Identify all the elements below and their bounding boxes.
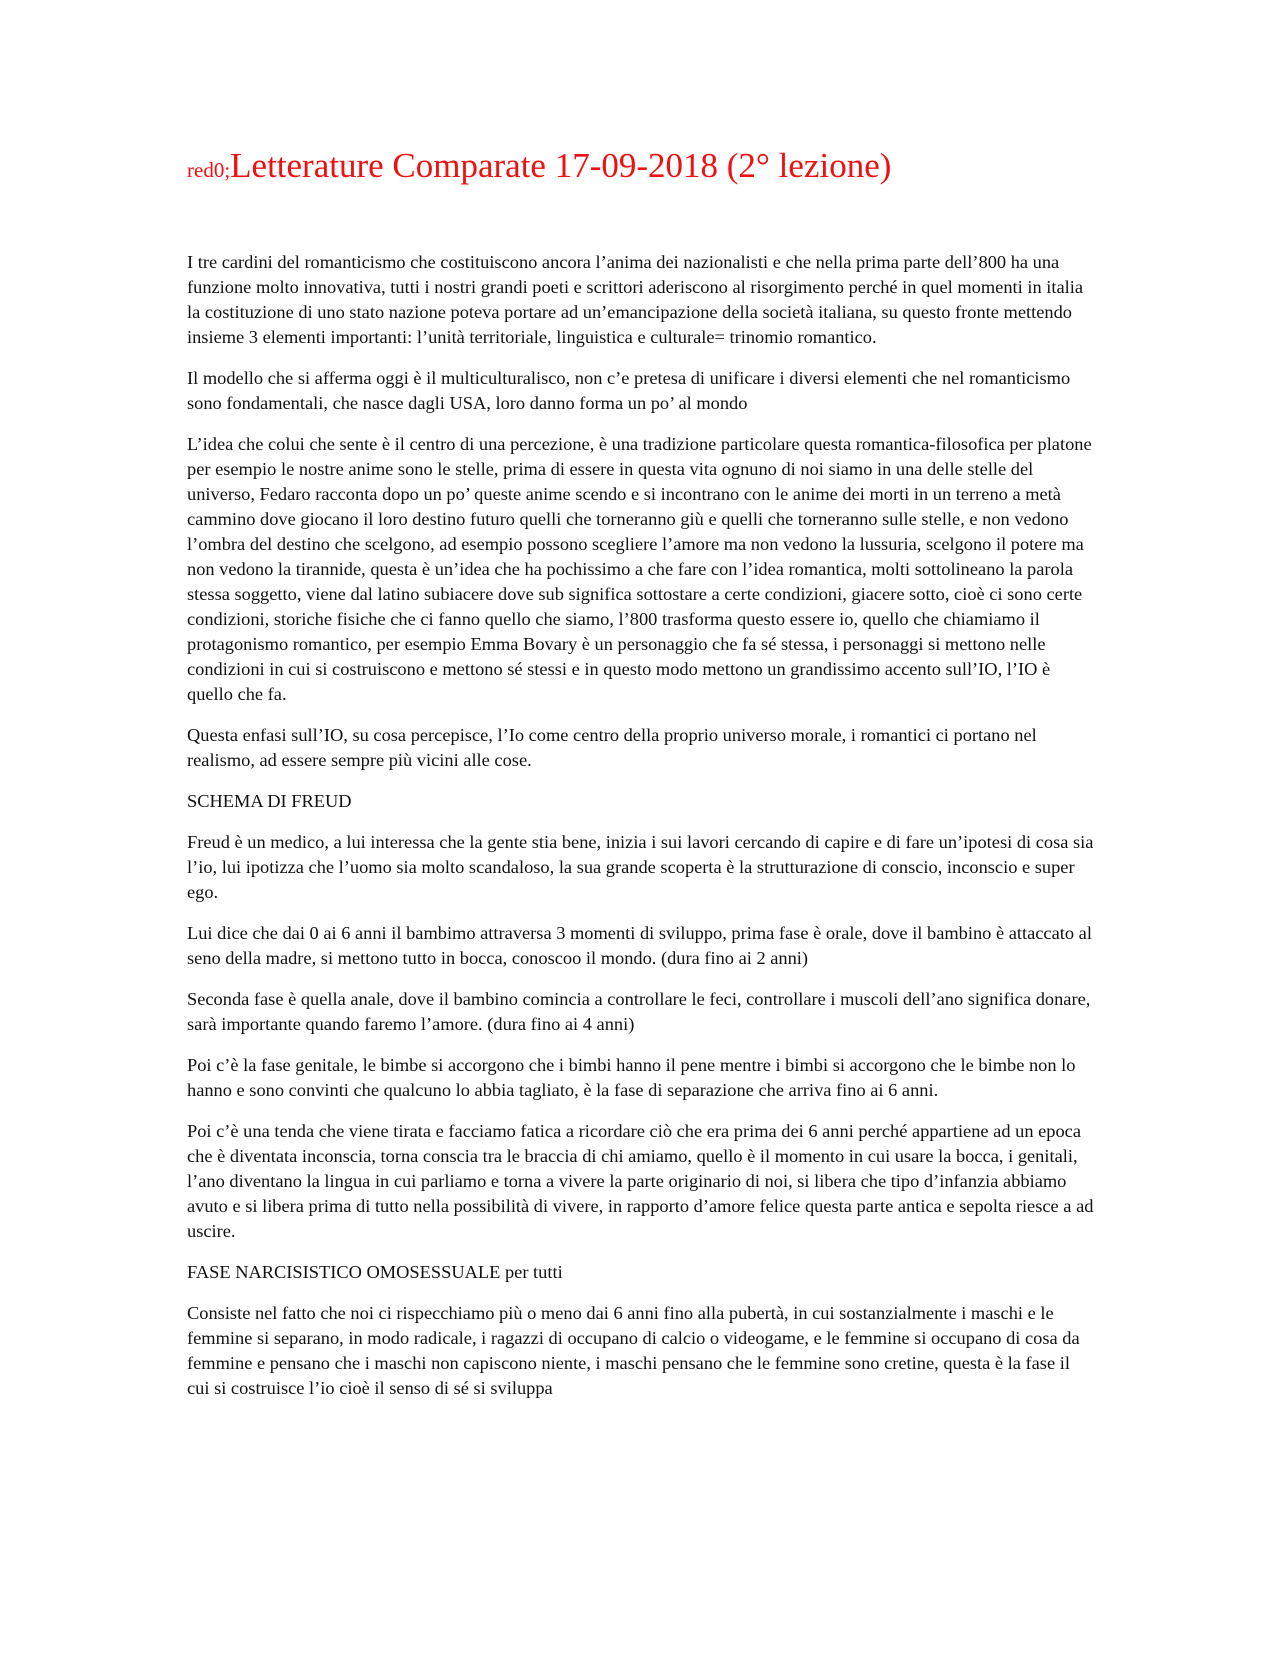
section-heading-freud: SCHEMA DI FREUD: [187, 791, 352, 811]
paragraph-4: Questa enfasi sull’IO, su cosa percepisce, l’Io come centro della proprio universo morale, i romantici ci portano nel realismo, ad essere sempre più vicini alle cose.: [187, 725, 1037, 770]
paragraph-3: L’idea che colui che sente è il centro di una percezione, è una tradizione particolare questa romantica-filosofica per platone per esempio le nostre anime sono le stelle, prima di essere in questa vita ognuno di noi siamo in una delle stelle del universo, Fedaro racconta dopo un po’ queste anime scendo e si incontrano con le anime dei morti in un terreno a metà cammino dove giocano il loro destino futuro quelli che torneranno giù e quelli che torneranno sulle stelle, e non vedono l’ombra del destino che scelgono, ad esempio possono scegliere l’amore ma non vedono la lussuria, scelgono il potere ma non vedono la tirannide, questa è un’idea che ha pochissimo a che fare con l’idea romantica, molti sottolineano la parola stessa soggetto, viene dal latino subiacere dove sub significa sottostare a certe condizioni, giacere sotto, cioè ci sono certe condizioni, storiche fisiche che ci fanno quello che siamo, l’800 trasforma questo essere io, quello che chiamiamo il protagonismo romantico, per esempio Emma Bovary è un personaggio che fa sé stessa, i personaggi si mettono nelle condizioni in cui si costruiscono e mettono sé stessi e in questo modo mettono un grandissimo accento sull’IO, l’IO è quello che fa.: [187, 434, 1092, 704]
paragraph-7: Seconda fase è quella anale, dove il bambino comincia a controllare le feci, controllare i muscoli dell’ano significa donare, sarà importante quando faremo l’amore. (dura fino ai 4 anni): [187, 989, 1091, 1034]
paragraph-5: Freud è un medico, a lui interessa che la gente stia bene, inizia i sui lavori cercando di capire e di fare un’ipotesi di cosa sia l’io, lui ipotizza che l’uomo sia molto scandaloso, la sua grande scoperta è la strutturazione di conscio, inconscio e super ego.: [187, 832, 1094, 902]
title-prefix: red0;: [187, 158, 231, 182]
document-title: [187, 148, 891, 183]
paragraph-9: Poi c’è una tenda che viene tirata e facciamo fatica a ricordare ciò che era prima dei 6 anni perché appartiene ad un epoca che è diventata inconscia, torna conscia tra le braccia di chi amiamo, quello è il momento in cui usare la bocca, i genitali, l’ano diventano la lingua in cui parliamo e torna a vivere la parte originario di noi, si libera che tipo d’infanzia abbiamo avuto e si libera prima di tutto nella possibilità di vivere, in rapporto d’amore felice questa parte antica e sepolta riesce a ad uscire.: [187, 1121, 1094, 1241]
paragraph-1: I tre cardini del romanticismo che costituiscono ancora l’anima dei nazionalisti e che nella prima parte dell’800 ha una funzione molto innovativa, tutti i nostri grandi poeti e scrittori aderiscono al risorgimento perché in quel momenti in italia la costituzione di uno stato nazione poteva portare ad un’emancipazione della società italiana, su questo fronte mettendo insieme 3 elementi importanti: l’unità territoriale, linguistica e culturale= trinomio romantico.: [187, 252, 1083, 347]
title-text: Letterature Comparate 17-09-2018 (2° lezione): [230, 146, 892, 185]
section-heading-narcisistico: FASE NARCISISTICO OMOSESSUALE per tutti: [187, 1262, 563, 1282]
paragraph-10: Consiste nel fatto che noi ci rispecchiamo più o meno dai 6 anni fino alla pubertà, in cui sostanzialmente i maschi e le femmine si separano, in modo radicale, i ragazzi di occupano di calcio o videogame, e le femmine si occupano di cosa da femmine e pensano che i maschi non capiscono niente, i maschi pensano che le femmine sono cretine, questa è la fase il cui si costruisce l’io cioè il senso di sé si sviluppa: [187, 1303, 1080, 1398]
paragraph-2: Il modello che si afferma oggi è il multiculturalisco, non c’e pretesa di unificare i diversi elementi che nel romanticismo sono fondamentali, che nasce dagli USA, loro danno forma un po’ al mondo: [187, 368, 1071, 413]
document-body: [187, 250, 1094, 1417]
paragraph-8: Poi c’è la fase genitale, le bimbe si accorgono che i bimbi hanno il pene mentre i bimbi si accorgono che le bimbe non lo hanno e sono convinti che qualcuno lo abbia tagliato, è la fase di separazione che arriva fino ai 6 anni.: [187, 1055, 1076, 1100]
paragraph-6: Lui dice che dai 0 ai 6 anni il bambimo attraversa 3 momenti di sviluppo, prima fase è orale, dove il bambino è attaccato al seno della madre, si mettono tutto in bocca, conoscoo il mondo. (dura fino ai 2 anni): [187, 923, 1092, 968]
